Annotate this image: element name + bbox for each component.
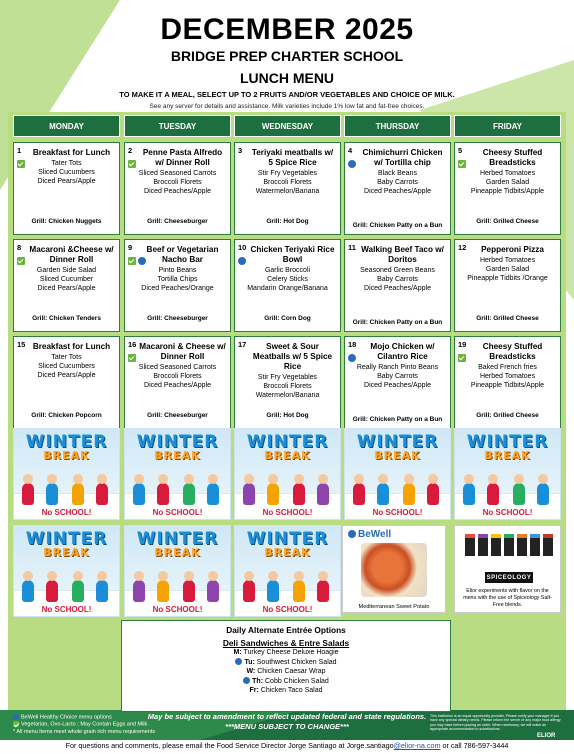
break-text: BREAK xyxy=(374,449,421,462)
contact-email-link[interactable]: @elior-na.com xyxy=(393,741,441,750)
side-items xyxy=(235,169,340,196)
alternate-options xyxy=(121,620,451,712)
day-number: 15 xyxy=(17,340,26,349)
grill-option: Grill: Grilled Cheese xyxy=(476,314,539,322)
grill-option: Grill: Chicken Patty on a Bun xyxy=(352,415,443,423)
menu-day-cell xyxy=(124,142,231,235)
winter-break-tile xyxy=(124,428,231,520)
child-figure xyxy=(293,483,305,505)
winter-text: WINTER xyxy=(246,432,329,452)
day-header-monday: MONDAY xyxy=(13,115,120,137)
bewell-caption: Mediterranean Sweet Potato xyxy=(358,604,430,610)
entree-title: Teriyaki meatballs w/ 5 Spice Rice xyxy=(251,148,334,167)
child-figure xyxy=(243,483,255,505)
menu-day-cell xyxy=(13,142,120,235)
bewell-icon xyxy=(348,354,356,362)
side-items xyxy=(14,353,119,380)
menu-day-cell xyxy=(454,142,561,235)
side-items xyxy=(455,363,560,390)
entree-title: Chimichurri Chicken w/ Tortilla chip xyxy=(362,148,443,167)
day-header-friday: FRIDAY xyxy=(454,115,561,137)
menu-side-item: Pineapple Tidbits /Orange xyxy=(467,275,548,282)
menu-side-item: Sliced Cucumbers xyxy=(38,363,95,370)
menu-side-item: Sliced Cucumber xyxy=(39,276,94,283)
vegetarian-icon xyxy=(128,160,136,168)
day-number: 16 xyxy=(128,340,137,349)
day-number: 18 xyxy=(348,340,357,349)
day-number: 12 xyxy=(458,243,467,252)
menu-side-item: Diced Peaches/Apple xyxy=(144,188,211,195)
winter-text: WINTER xyxy=(246,529,329,549)
break-text: BREAK xyxy=(264,546,311,559)
menu-side-item: Diced Pears/Apple xyxy=(37,178,96,185)
grill-option: Grill: Chicken Popcorn xyxy=(31,411,102,419)
menu-side-item: Baby Carrots xyxy=(377,373,418,380)
alternate-list xyxy=(122,648,450,696)
header xyxy=(0,14,574,111)
menu-day-cell xyxy=(234,336,341,429)
grill-option: Grill: Hot Dog xyxy=(266,411,309,419)
no-school-text: No SCHOOL! xyxy=(262,508,313,517)
bewell-icon xyxy=(243,677,250,684)
bewell-icon xyxy=(235,658,242,665)
alternate-item: Tu: Southwest Chicken Salad xyxy=(122,658,450,668)
child-figure xyxy=(353,483,365,505)
side-items xyxy=(125,169,230,196)
spiceology-feature xyxy=(454,525,561,613)
menu-side-item: Garlic Broccoli xyxy=(264,267,311,274)
side-items xyxy=(345,363,450,390)
bewell-icon xyxy=(348,160,356,168)
child-figure xyxy=(46,483,58,505)
icon-group xyxy=(458,349,468,367)
side-items xyxy=(455,256,560,283)
entree-title: Breakfast for Lunch xyxy=(32,148,111,157)
icon-group xyxy=(128,155,138,173)
sweet-potato-photo xyxy=(361,543,427,597)
no-school-text: No SCHOOL! xyxy=(41,605,92,614)
child-figure xyxy=(267,483,279,505)
child-figure xyxy=(183,580,195,602)
menu-side-item: Stir Fry Vegetables xyxy=(257,170,318,177)
bewell-icon xyxy=(238,257,246,265)
winter-break-tile xyxy=(124,525,231,617)
winter-text: WINTER xyxy=(356,432,439,452)
child-figure xyxy=(427,483,439,505)
menu-side-item: Broccoli Florets xyxy=(263,179,312,186)
contact-line: For questions and comments, please email the Food Service Director Jorge Santiago at Jorge.santiago@elior-na.com or call 786-597-3444 xyxy=(65,741,509,750)
menu-side-item: Herbed Tomatoes xyxy=(479,170,536,177)
day-number: 5 xyxy=(458,146,463,155)
menu-side-item: Baby Carrots xyxy=(377,276,418,283)
menu-side-item: Broccoli Florets xyxy=(153,179,202,186)
entree-title: Breakfast for Lunch xyxy=(32,342,111,351)
winter-break-tile xyxy=(13,428,120,520)
entree-title: Beef or Vegetarian Nacho Bar xyxy=(146,245,219,264)
menu-side-item: Diced Peaches/Apple xyxy=(144,382,211,389)
disclaimer: This institution is an equal opportunity provider. Please notify your manager if you have any special dietary needs. Please inform the server of any major food allergy you may have before placing an order. When necessary, we will make an appropriate accommodation to substitutions. xyxy=(430,714,561,732)
menu-subject-to-change: ***MENU SUBJECT TO CHANGE*** xyxy=(225,722,349,731)
side-items xyxy=(235,266,340,293)
winter-break-tile xyxy=(344,428,451,520)
icon-group xyxy=(128,349,138,367)
child-figure xyxy=(96,483,108,505)
day-number: 17 xyxy=(238,340,247,349)
spiceology-caption: Elior experiments with flavor on the menu with the use of Spiceology Salt-Free blends. xyxy=(463,588,552,608)
side-items xyxy=(125,266,230,293)
winter-text: WINTER xyxy=(25,529,108,549)
menu-day-cell xyxy=(124,239,231,332)
grill-option: Grill: Grilled Cheese xyxy=(476,411,539,419)
break-text: BREAK xyxy=(154,449,201,462)
legend-vegetarian: Vegetarian, Ovo-Lacto ; May Contain Eggs and Milk xyxy=(13,721,155,728)
spice-jars xyxy=(461,534,556,556)
menu-side-item: Pinto Beans xyxy=(158,267,197,274)
entree-title: Sweet & Sour Meatballs w/ 5 Spice Rice xyxy=(252,342,333,371)
icon-group xyxy=(348,349,358,367)
child-figure xyxy=(133,580,145,602)
spiceology-logo: SPICEOLOGY xyxy=(485,572,533,583)
child-figure xyxy=(463,483,475,505)
menu-side-item: Tortilla Chips xyxy=(157,276,198,283)
day-number: 10 xyxy=(238,243,247,252)
child-figure xyxy=(267,580,279,602)
grill-option: Grill: Hot Dog xyxy=(266,217,309,225)
icon-group xyxy=(348,155,358,173)
side-items xyxy=(345,169,450,196)
day-number: 8 xyxy=(17,243,22,252)
amendment-note: May be subject to amendment to reflect updated federal and state regulations. xyxy=(147,712,427,721)
icon-group xyxy=(458,155,468,173)
side-items xyxy=(125,363,230,390)
child-figure xyxy=(22,580,34,602)
day-number: 9 xyxy=(128,243,133,252)
menu-day-cell xyxy=(344,142,451,235)
winter-break-tile xyxy=(234,525,341,617)
menu-side-item: Sliced Seasoned Carrots xyxy=(138,170,217,177)
no-school-text: No SCHOOL! xyxy=(152,605,203,614)
child-figure xyxy=(157,483,169,505)
alternate-item: W: Chicken Caesar Wrap xyxy=(246,668,326,676)
menu-side-item: Watermelon/Banana xyxy=(255,188,320,195)
milk-note: See any server for details and assistance. Milk varieties include 1% low fat and fat-free choices. xyxy=(149,103,425,110)
menu-side-item: Celery Sticks xyxy=(267,276,308,283)
winter-text: WINTER xyxy=(466,432,549,452)
break-text: BREAK xyxy=(43,449,90,462)
side-items xyxy=(345,266,450,293)
day-number: 2 xyxy=(128,146,133,155)
grill-option: Grill: Chicken Tenders xyxy=(32,314,101,322)
menu-day-cell xyxy=(344,336,451,429)
menu-side-item: Diced Pears/Apple xyxy=(37,285,96,292)
alternate-item: Fr: Chicken Taco Salad xyxy=(249,687,323,695)
icon-group xyxy=(238,252,248,270)
vegetarian-icon xyxy=(17,257,25,265)
child-figure xyxy=(207,580,219,602)
child-figure xyxy=(317,483,329,505)
entree-title: Macaroni & Cheese w/ Dinner Roll xyxy=(139,342,226,361)
child-figure xyxy=(403,483,415,505)
page-title: DECEMBER 2025 xyxy=(160,13,414,46)
vegetarian-icon xyxy=(458,354,466,362)
side-items xyxy=(455,169,560,196)
menu-side-item: Seasoned Green Beans xyxy=(360,267,435,274)
child-figure xyxy=(46,580,58,602)
child-figure xyxy=(317,580,329,602)
legend-whole-grain: * All menu items meet whole grain rich menu requirements xyxy=(13,728,156,735)
no-school-text: No SCHOOL! xyxy=(152,508,203,517)
break-text: BREAK xyxy=(43,546,90,559)
entree-title: Cheesy Stuffed Breadsticks xyxy=(482,148,543,167)
no-school-text: No SCHOOL! xyxy=(262,605,313,614)
bewell-icon xyxy=(138,257,146,265)
winter-break-tile xyxy=(454,428,561,520)
menu-day-cell xyxy=(124,336,231,429)
entree-title: Mojo Chicken w/ Cilantro Rice xyxy=(370,342,435,361)
child-figure xyxy=(243,580,255,602)
menu-side-item: Baked French fries xyxy=(478,364,537,371)
menu-side-item: Garden Salad xyxy=(485,179,530,186)
entree-title: Macaroni &Cheese w/ Dinner Roll xyxy=(29,245,114,264)
child-figure xyxy=(72,483,84,505)
day-number: 1 xyxy=(17,146,22,155)
side-items xyxy=(235,373,340,400)
child-figure xyxy=(513,483,525,505)
entree-title: Penne Pasta Alfredo w/ Dinner Roll xyxy=(142,148,223,167)
alternate-subheading: Deli Sandwiches & Entre Salads xyxy=(222,638,350,648)
no-school-text: No SCHOOL! xyxy=(482,508,533,517)
menu-side-item: Broccoli Florets xyxy=(153,373,202,380)
winter-break-tile xyxy=(234,428,341,520)
child-figure xyxy=(293,580,305,602)
break-text: BREAK xyxy=(484,449,531,462)
menu-side-item: Pineapple Tidbits/Apple xyxy=(470,188,545,195)
alternate-heading: Daily Alternate Entrée Options xyxy=(226,625,346,635)
menu-side-item: Garden Salad xyxy=(485,266,530,273)
menu-day-cell xyxy=(13,336,120,429)
icon-group xyxy=(128,252,148,270)
child-figure xyxy=(377,483,389,505)
school-name: BRIDGE PREP CHARTER SCHOOL xyxy=(170,48,404,64)
winter-text: WINTER xyxy=(136,529,219,549)
side-items xyxy=(14,266,119,293)
child-figure xyxy=(537,483,549,505)
menu-day-cell xyxy=(234,142,341,235)
menu-day-cell xyxy=(454,239,561,332)
vegetarian-icon xyxy=(17,160,25,168)
child-figure xyxy=(183,483,195,505)
menu-side-item: Tater Tots xyxy=(51,354,82,361)
break-text: BREAK xyxy=(264,449,311,462)
bewell-logo: BeWell xyxy=(348,529,391,540)
menu-side-item: Watermelon/Banana xyxy=(255,392,320,399)
elior-logo: ELIOR xyxy=(537,733,556,739)
child-figure xyxy=(157,580,169,602)
bewell-icon xyxy=(348,530,356,538)
child-figure xyxy=(207,483,219,505)
menu-side-item: Pineapple Tidbits/Apple xyxy=(470,382,545,389)
no-school-text: No SCHOOL! xyxy=(372,508,423,517)
winter-break-tile xyxy=(13,525,120,617)
menu-side-item: Really Ranch Pinto Beans xyxy=(356,364,439,371)
entree-title: Chicken Teriyaki Rice Bowl xyxy=(250,245,335,264)
grill-option: Grill: Cheeseburger xyxy=(147,314,208,322)
menu-side-item: Diced Peaches/Apple xyxy=(364,285,431,292)
child-figure xyxy=(487,483,499,505)
menu-side-item: Diced Peaches/Apple xyxy=(364,382,431,389)
vegetarian-icon xyxy=(128,354,136,362)
menu-side-item: Baby Carrots xyxy=(377,179,418,186)
menu-side-item: Tater Tots xyxy=(51,160,82,167)
menu-title: LUNCH MENU xyxy=(239,70,335,86)
menu-side-item: Diced Peaches/Orange xyxy=(141,285,214,292)
menu-side-item: Diced Pears/Apple xyxy=(37,372,96,379)
menu-side-item: Stir Fry Vegetables xyxy=(257,374,318,381)
day-header-tuesday: TUESDAY xyxy=(124,115,231,137)
child-figure xyxy=(22,483,34,505)
grill-option: Grill: Corn Dog xyxy=(264,314,311,322)
winter-text: WINTER xyxy=(136,432,219,452)
menu-side-item: Sliced Cucumbers xyxy=(38,169,95,176)
menu-day-cell xyxy=(13,239,120,332)
grill-option: Grill: Cheeseburger xyxy=(147,411,208,419)
bewell-feature xyxy=(342,525,446,613)
icon-group xyxy=(17,252,27,270)
grill-option: Grill: Grilled Cheese xyxy=(476,217,539,225)
vegetarian-icon xyxy=(128,257,136,265)
menu-side-item: Herbed Tomatoes xyxy=(479,373,536,380)
winter-text: WINTER xyxy=(25,432,108,452)
grill-option: Grill: Chicken Patty on a Bun xyxy=(352,318,443,326)
grill-option: Grill: Cheeseburger xyxy=(147,217,208,225)
day-header-thursday: THURSDAY xyxy=(344,115,451,137)
grill-option: Grill: Chicken Nuggets xyxy=(31,217,102,225)
day-number: 4 xyxy=(348,146,353,155)
menu-side-item: Diced Peaches/Apple xyxy=(364,188,431,195)
day-number: 19 xyxy=(458,340,467,349)
entree-title: Pepperoni Pizza xyxy=(481,245,544,254)
vegetarian-icon xyxy=(458,160,466,168)
menu-side-item: Mandarin Orange/Banana xyxy=(247,285,328,292)
menu-side-item: Black Beans xyxy=(378,170,417,177)
menu-day-cell xyxy=(454,336,561,429)
menu-day-cell xyxy=(344,239,451,332)
child-figure xyxy=(133,483,145,505)
menu-side-item: Garden Side Salad xyxy=(36,267,97,274)
icon-group xyxy=(17,155,27,173)
child-figure xyxy=(72,580,84,602)
day-number: 11 xyxy=(348,243,356,252)
day-number: 3 xyxy=(238,146,243,155)
no-school-text: No SCHOOL! xyxy=(41,508,92,517)
alternate-item: Th: Cobb Chicken Salad xyxy=(122,677,450,687)
grill-option: Grill: Chicken Patty on a Bun xyxy=(352,221,443,229)
alternate-item: M: Turkey Cheese Deluxe Hoagie xyxy=(233,649,339,656)
menu-side-item: Sliced Seasoned Carrots xyxy=(138,364,217,371)
meal-instruction: TO MAKE IT A MEAL, SELECT UP TO 2 FRUITS AND/OR VEGETABLES AND CHOICE OF MILK. xyxy=(119,90,455,99)
side-items xyxy=(14,159,119,186)
menu-day-cell xyxy=(234,239,341,332)
menu-side-item: Broccoli Florets xyxy=(263,383,312,390)
entree-title: Walking Beef Taco w/ Doritos xyxy=(361,245,444,264)
break-text: BREAK xyxy=(154,546,201,559)
menu-side-item: Herbed Tomatoes xyxy=(479,257,536,264)
child-figure xyxy=(96,580,108,602)
legend-bewell: BeWell Healthy Choice menu options xyxy=(13,714,155,721)
day-header-wednesday: WEDNESDAY xyxy=(234,115,341,137)
entree-title: Cheesy Stuffed Breadsticks xyxy=(482,342,543,361)
